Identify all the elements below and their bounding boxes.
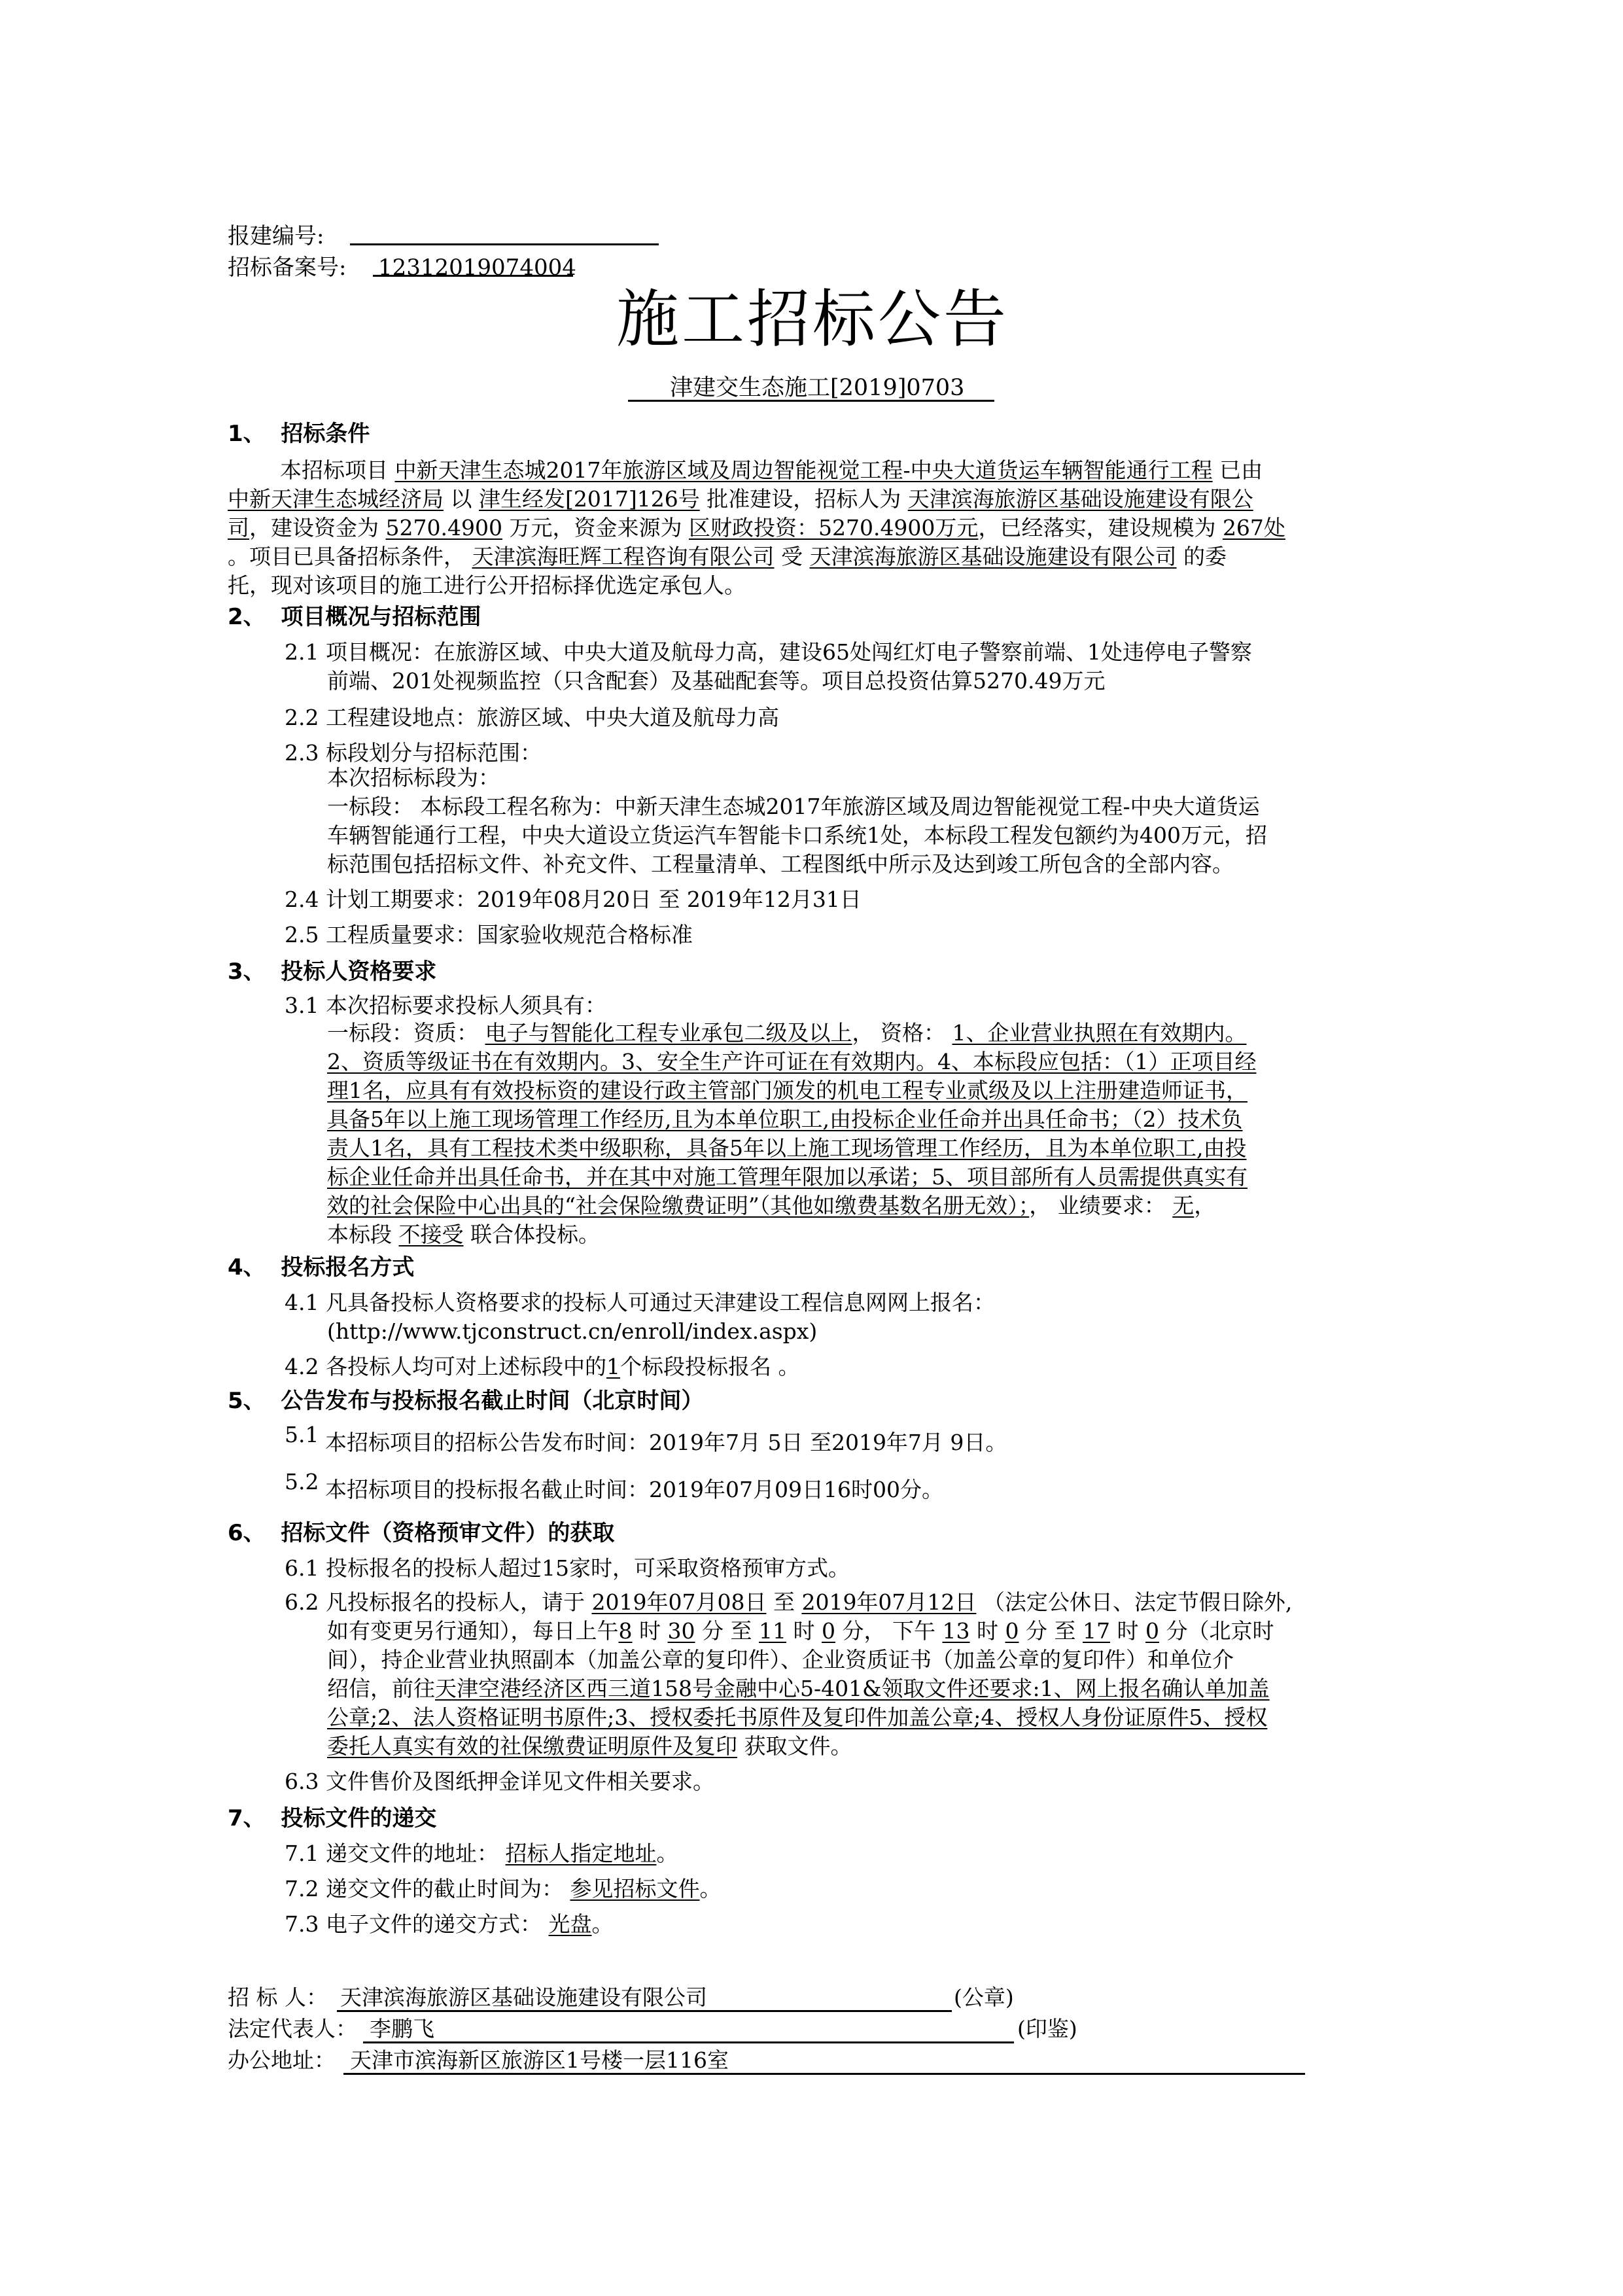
representative-value: 李鹏飞 <box>370 2016 434 2041</box>
section-1-number: 1、 <box>228 421 266 447</box>
s6-text: 至 <box>773 1589 795 1615</box>
pm-start-hour: 13 <box>942 1618 970 1644</box>
approval-authority: 中新天津生态城经济局 <box>228 486 444 512</box>
s2-3-line-5: 标范围包括招标文件、补充文件、工程量清单、工程图纸中所示及达到竣工所包含的全部内容。 <box>327 851 1234 877</box>
s3-text: 联合体投标。 <box>470 1222 600 1247</box>
section-3-title: 投标人资格要求 <box>281 959 437 985</box>
eligibility-req: 效的社会保险中心出具的“社会保险缴费证明”（其他如缴费基数名册无效）； <box>327 1193 1030 1218</box>
tenderer-name-cont: 司 <box>228 515 249 540</box>
section-4-heading <box>228 1256 414 1279</box>
s7-text: 7.2 递交文件的截止时间为： <box>285 1876 563 1901</box>
s6-text: 时 <box>1117 1618 1139 1644</box>
beian-value: 12312019074004 <box>378 255 576 281</box>
s3-line-8 <box>327 1224 600 1245</box>
s6-text: 6.2 凡投标报名的投标人，请于 <box>285 1589 585 1615</box>
address-line <box>343 2073 1305 2075</box>
s1-line-3 <box>228 517 1285 539</box>
s5-2-text: 本招标项目的投标报名截止时间：2019年07月09日16时00分。 <box>325 1477 943 1502</box>
s6-text: 分（北京时 <box>1166 1618 1274 1644</box>
s2-4: 2.4 计划工期要求：2019年08月20日 至 2019年12月31日 <box>285 887 862 912</box>
s6-2-line-6 <box>327 1735 852 1757</box>
section-3-heading <box>228 961 436 983</box>
electronic-medium: 光盘 <box>548 1911 592 1937</box>
section-7-title: 投标文件的递交 <box>281 1805 437 1831</box>
eligibility-req: 具备5年以上施工现场管理工作经历,且为本单位职工,由投标企业任命并出具任命书；（2）技术负 <box>327 1106 1243 1132</box>
submission-deadline: 参见招标文件 <box>570 1876 700 1901</box>
section-1-heading <box>228 423 370 445</box>
s3-line-1 <box>327 1022 1247 1044</box>
tenderer-seal: (公章) <box>954 1985 1014 2010</box>
s7-text: 。 <box>656 1841 678 1866</box>
section-1-title: 招标条件 <box>281 421 370 447</box>
s5-2-number: 5.2 <box>285 1469 319 1494</box>
am-end-min: 0 <box>822 1618 835 1644</box>
s7-1 <box>285 1843 678 1864</box>
s2-5: 2.5 工程质量要求：国家验收规范合格标准 <box>285 922 693 947</box>
s2-1-line-2: 前端、201处视频监控（只含配套）及基础配套等。项目总投资估算5270.49万元 <box>327 668 1106 694</box>
s7-text: 7.3 电子文件的递交方式： <box>285 1911 542 1937</box>
beian-label: 招标备案号: <box>228 255 347 281</box>
s3-text: ， <box>1194 1193 1216 1218</box>
s2-2: 2.2 工程建设地点：旅游区域、中央大道及航母力高 <box>285 705 779 730</box>
s6-text: （法定公休日、法定节假日除外, <box>983 1589 1293 1615</box>
eligibility-req: 标企业任命并出具任命书，并在其中对施工管理年限加以承诺；5、项目部所有人员需提供真实有 <box>327 1164 1248 1190</box>
s1-text: 以 <box>450 486 472 512</box>
s2-3-line-1: 2.3 标段划分与招标范围： <box>285 740 542 766</box>
section-2-heading <box>228 606 481 628</box>
s1-line-2 <box>228 488 1253 510</box>
s1-text: 受 <box>781 544 803 569</box>
tenderer-name: 天津滨海旅游区基础设施建设有限公 <box>907 486 1253 512</box>
representative-line <box>363 2041 1014 2043</box>
s6-text: 时 <box>793 1618 815 1644</box>
s6-text: 分 至 <box>702 1618 752 1644</box>
funding-source: 区财政投资：5270.4900万元 <box>688 515 979 540</box>
s3-line-7 <box>327 1195 1215 1216</box>
s6-text: 如有变更另行通知），每日上午 <box>327 1618 619 1644</box>
lot-count: 1 <box>606 1354 620 1379</box>
joint-venture-flag: 不接受 <box>398 1222 464 1247</box>
section-2-number: 2、 <box>228 604 266 630</box>
section-7-heading <box>228 1807 436 1829</box>
pickup-requirements: 公章;2、法人资格证明书原件;3、授权委托书原件及复印件加盖公章;4、授权人身份证原件5、授权 <box>327 1704 1268 1730</box>
section-3-number: 3、 <box>228 959 266 985</box>
page-title: 施工招标公告 <box>616 283 1009 356</box>
am-start-hour: 8 <box>618 1618 633 1644</box>
s4-1-line-1: 4.1 凡具备投标人资格要求的投标人可通过天津建设工程信息网网上报名： <box>285 1290 995 1315</box>
s1-text: 已由 <box>1219 457 1263 483</box>
pickup-address: 天津空港经济区西三道158号金融中心5-401&领取文件还要求:1、网上报名确认单加盖 <box>435 1676 1270 1701</box>
s3-line-2 <box>327 1051 1256 1072</box>
s3-text: 一标段：资质： <box>327 1020 478 1046</box>
approval-doc-number: 津生经发[2017]126号 <box>479 486 700 512</box>
s6-2-line-5 <box>327 1706 1267 1728</box>
s1-text: 的委 <box>1183 544 1227 569</box>
section-4-title: 投标报名方式 <box>281 1254 415 1280</box>
section-4-number: 4、 <box>228 1254 266 1280</box>
s4-text: 4.2 各投标人均可对上述标段中的 <box>285 1354 606 1379</box>
doc-number: 津建交生态施工[2019]0703 <box>670 375 965 401</box>
section-6-title: 招标文件（资格预审文件）的获取 <box>281 1520 615 1546</box>
s6-2-line-1 <box>285 1591 1292 1613</box>
pm-end-min: 0 <box>1145 1618 1159 1644</box>
s1-text: 批准建设，招标人为 <box>707 486 901 512</box>
section-5-title: 公告发布与投标报名截止时间（北京时间） <box>281 1388 704 1414</box>
s2-3-line-3: 一标段： 本标段工程名称为：中新天津生态城2017年旅游区域及周边智能视觉工程-中央大道货运 <box>327 794 1260 819</box>
construction-scale: 267处 <box>1222 515 1285 540</box>
s2-1-line-1: 2.1 项目概况：在旅游区域、中央大道及航母力高，建设65处闯红灯电子警察前端、1处违停电子警察 <box>285 639 1252 665</box>
section-5-number: 5、 <box>228 1388 266 1414</box>
pm-start-min: 0 <box>1005 1618 1019 1644</box>
s6-text: 时 <box>977 1618 998 1644</box>
s3-1: 3.1 本次招标要求投标人须具有： <box>285 993 606 1018</box>
am-start-min: 30 <box>667 1618 695 1644</box>
s3-text: ， 资格： <box>852 1020 945 1046</box>
s7-text: 。 <box>591 1911 614 1937</box>
s4-2 <box>285 1356 799 1377</box>
doc-number-line <box>628 400 994 402</box>
s3-text: 本标段 <box>327 1222 392 1247</box>
s1-line-4 <box>228 546 1227 567</box>
project-name: 中新天津生态城2017年旅游区域及周边智能视觉工程-中央大道货运车辆智能通行工程 <box>394 457 1213 483</box>
s1-text: 。项目已具备招标条件， <box>228 544 465 569</box>
beian-value-line <box>373 275 573 277</box>
s6-text: 时 <box>639 1618 661 1644</box>
agent-name: 天津滨海旺辉工程咨询有限公司 <box>472 544 775 569</box>
section-7-number: 7、 <box>228 1805 266 1831</box>
s5-1-number: 5.1 <box>285 1422 319 1447</box>
am-end-hour: 11 <box>759 1618 786 1644</box>
pm-end-hour: 17 <box>1083 1618 1110 1644</box>
s1-text: ，已经落实，建设规模为 <box>978 515 1216 540</box>
s3-line-6 <box>327 1166 1248 1188</box>
s1-text: 万元，资金来源为 <box>509 515 682 540</box>
eligibility-req: 1、企业营业执照在有效期内。 <box>952 1020 1247 1046</box>
s6-3: 6.3 文件售价及图纸押金详见文件相关要求。 <box>285 1769 714 1794</box>
s6-1: 6.1 投标报名的投标人超过15家时，可采取资格预审方式。 <box>285 1555 850 1581</box>
eligibility-req: 2、资质等级证书在有效期内。3、安全生产许可证在有效期内。4、本标段应包括：（1）正项目经 <box>327 1049 1257 1074</box>
end-date: 2019年07月12日 <box>801 1589 977 1615</box>
s2-3-line-2: 本次招标标段为： <box>327 765 500 790</box>
s7-text: 。 <box>699 1876 722 1901</box>
tenderer-value: 天津滨海旅游区基础设施建设有限公司 <box>340 1985 707 2010</box>
s7-2 <box>285 1878 721 1899</box>
s1-text: ，建设资金为 <box>249 515 379 540</box>
s5-1-text: 本招标项目的招标公告发布时间：2019年7月 5日 至2019年7月 9日。 <box>325 1430 1007 1455</box>
baojian-value-line <box>350 243 659 245</box>
eligibility-req: 责人1名，具有工程技术类中级职称，具备5年以上施工现场管理工作经历，且为本单位职工,由投 <box>327 1135 1247 1161</box>
performance-req: 无 <box>1172 1193 1195 1218</box>
s7-text: 7.1 递交文件的地址： <box>285 1841 498 1866</box>
s3-line-3 <box>327 1080 1248 1101</box>
address-value: 天津市滨海新区旅游区1号楼一层116室 <box>350 2047 729 2073</box>
representative-seal: (印鉴) <box>1017 2016 1077 2041</box>
principal-name: 天津滨海旅游区基础设施建设有限公司 <box>809 544 1177 569</box>
s6-text: 分 至 <box>1026 1618 1076 1644</box>
s6-2-line-4 <box>327 1678 1270 1699</box>
qualification-req: 电子与智能化工程专业承包二级及以上 <box>485 1020 852 1046</box>
registration-url[interactable]: (http://www.tjconstruct.cn/enroll/index.aspx) <box>327 1318 818 1344</box>
s3-text: ， 业绩要求： <box>1029 1193 1166 1218</box>
start-date: 2019年07月08日 <box>591 1589 767 1615</box>
eligibility-req: 理1名，应具有有效投标资的建设行政主管部门颁发的机电工程专业贰级及以上注册建造师证书， <box>327 1078 1248 1103</box>
s2-3-line-4: 车辆智能通行工程，中央大道设立货运汽车智能卡口系统1处，本标段工程发包额约为400万元，招 <box>327 822 1267 848</box>
address-label: 办公地址： <box>228 2047 336 2073</box>
section-6-number: 6、 <box>228 1520 266 1546</box>
section-6-heading <box>228 1522 614 1544</box>
s6-text: 分， 下午 <box>842 1618 935 1644</box>
s3-line-5 <box>327 1137 1246 1159</box>
s1-line-5: 托，现对该项目的施工进行公开招标择优选定承包人。 <box>228 573 746 598</box>
tenderer-label: 招 标 人： <box>228 1985 328 2010</box>
section-2-title: 项目概况与招标范围 <box>281 604 481 630</box>
submission-address: 招标人指定地址 <box>505 1841 657 1866</box>
s3-line-4 <box>327 1108 1242 1130</box>
s6-2-line-3: 间），持企业营业执照副本（加盖公章的复印件）、企业资质证书（加盖公章的复印件）和单位介 <box>327 1647 1234 1672</box>
s1-text: 本招标项目 <box>280 457 388 483</box>
funding-amount: 5270.4900 <box>385 515 502 540</box>
s6-2-line-2 <box>327 1620 1274 1642</box>
s6-text: 绍信，前往 <box>327 1676 435 1701</box>
baojian-label: 报建编号: <box>228 223 324 249</box>
section-5-heading <box>228 1390 703 1412</box>
s6-text: 获取文件。 <box>744 1733 852 1759</box>
s1-line-1 <box>280 459 1263 481</box>
s7-3 <box>285 1913 613 1935</box>
pickup-requirements: 委托人真实有效的社保缴费证明原件及复印 <box>327 1733 737 1759</box>
s4-text: 个标段投标报名 。 <box>620 1354 800 1379</box>
tenderer-line <box>337 2010 952 2012</box>
representative-label: 法定代表人： <box>228 2016 357 2041</box>
